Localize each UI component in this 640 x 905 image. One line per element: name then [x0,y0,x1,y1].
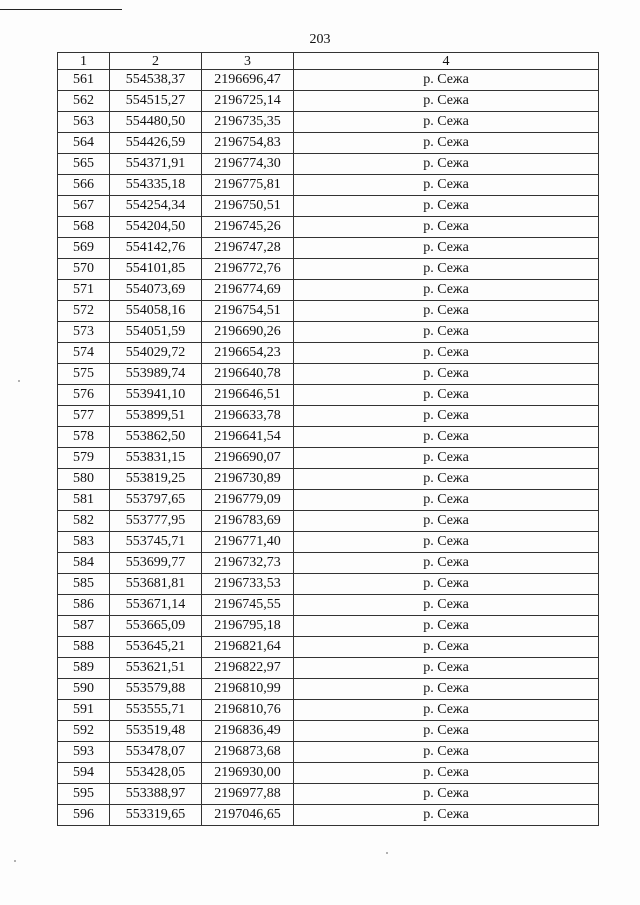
cell-description: р. Сежа [294,301,599,322]
table-row [58,469,599,490]
cell-point-number: 590 [58,679,110,700]
cell-coord-y: 2196730,89 [202,469,294,490]
cell-point-number: 596 [58,805,110,826]
cell-coord-x: 553989,74 [110,364,202,385]
cell-coord-x: 554515,27 [110,91,202,112]
cell-description: р. Сежа [294,595,599,616]
table-row [58,490,599,511]
cell-coord-x: 553745,71 [110,532,202,553]
table-row [58,511,599,532]
top-rule [0,9,122,10]
cell-coord-y: 2197046,65 [202,805,294,826]
cell-point-number: 586 [58,595,110,616]
cell-point-number: 566 [58,175,110,196]
cell-description: р. Сежа [294,217,599,238]
cell-coord-x: 553699,77 [110,553,202,574]
cell-description: р. Сежа [294,574,599,595]
cell-coord-x: 553777,95 [110,511,202,532]
cell-coord-x: 554335,18 [110,175,202,196]
table-row [58,637,599,658]
cell-coord-y: 2196754,83 [202,133,294,154]
table-row [58,553,599,574]
cell-description: р. Сежа [294,343,599,364]
table-row [58,343,599,364]
cell-description: р. Сежа [294,133,599,154]
cell-coord-y: 2196836,49 [202,721,294,742]
cell-point-number: 578 [58,427,110,448]
cell-point-number: 594 [58,763,110,784]
cell-point-number: 583 [58,532,110,553]
table-header-row [58,53,599,70]
cell-coord-x: 554142,76 [110,238,202,259]
table-row [58,196,599,217]
table-body [58,70,599,826]
cell-coord-y: 2196745,55 [202,595,294,616]
cell-coord-x: 553579,88 [110,679,202,700]
cell-description: р. Сежа [294,154,599,175]
table-row [58,679,599,700]
cell-point-number: 571 [58,280,110,301]
table-row [58,259,599,280]
page-number: 203 [309,32,331,47]
cell-coord-y: 2196772,76 [202,259,294,280]
cell-point-number: 572 [58,301,110,322]
cell-coord-y: 2196745,26 [202,217,294,238]
cell-coord-y: 2196641,54 [202,427,294,448]
cell-coord-x: 554051,59 [110,322,202,343]
table-row [58,238,599,259]
cell-point-number: 591 [58,700,110,721]
table-row [58,658,599,679]
cell-description: р. Сежа [294,553,599,574]
cell-coord-y: 2196747,28 [202,238,294,259]
table-row [58,406,599,427]
cell-description: р. Сежа [294,364,599,385]
cell-description: р. Сежа [294,490,599,511]
cell-coord-x: 554538,37 [110,70,202,91]
cell-description: р. Сежа [294,742,599,763]
cell-description: р. Сежа [294,385,599,406]
table-row [58,70,599,91]
cell-point-number: 593 [58,742,110,763]
cell-coord-y: 2196654,23 [202,343,294,364]
cell-coord-y: 2196774,30 [202,154,294,175]
cell-coord-y: 2196690,26 [202,322,294,343]
table-row [58,385,599,406]
table-row [58,112,599,133]
cell-point-number: 568 [58,217,110,238]
cell-coord-x: 553319,65 [110,805,202,826]
scan-speck [18,380,20,382]
cell-description: р. Сежа [294,406,599,427]
cell-coord-y: 2196696,47 [202,70,294,91]
cell-point-number: 567 [58,196,110,217]
table-row [58,427,599,448]
cell-point-number: 575 [58,364,110,385]
cell-description: р. Сежа [294,805,599,826]
cell-point-number: 573 [58,322,110,343]
table-row [58,616,599,637]
cell-coord-x: 553388,97 [110,784,202,805]
cell-coord-x: 553519,48 [110,721,202,742]
cell-description: р. Сежа [294,70,599,91]
cell-point-number: 563 [58,112,110,133]
cell-coord-y: 2196754,51 [202,301,294,322]
cell-description: р. Сежа [294,427,599,448]
cell-coord-y: 2196640,78 [202,364,294,385]
scan-speck [14,860,16,862]
scan-speck [386,852,388,854]
cell-point-number: 580 [58,469,110,490]
table-row [58,280,599,301]
cell-description: р. Сежа [294,91,599,112]
cell-point-number: 576 [58,385,110,406]
cell-coord-y: 2196646,51 [202,385,294,406]
cell-coord-x: 553478,07 [110,742,202,763]
cell-point-number: 592 [58,721,110,742]
table-row [58,784,599,805]
cell-description: р. Сежа [294,322,599,343]
cell-point-number: 584 [58,553,110,574]
cell-coord-y: 2196774,69 [202,280,294,301]
cell-point-number: 582 [58,511,110,532]
cell-coord-y: 2196810,76 [202,700,294,721]
cell-coord-x: 553899,51 [110,406,202,427]
cell-coord-x: 554371,91 [110,154,202,175]
cell-point-number: 564 [58,133,110,154]
cell-coord-x: 554073,69 [110,280,202,301]
cell-coord-y: 2196771,40 [202,532,294,553]
cell-coord-y: 2196977,88 [202,784,294,805]
cell-coord-x: 553555,71 [110,700,202,721]
cell-coord-x: 553665,09 [110,616,202,637]
column-header-1: 1 [58,53,110,70]
cell-point-number: 579 [58,448,110,469]
cell-description: р. Сежа [294,259,599,280]
cell-coord-x: 553819,25 [110,469,202,490]
table-row [58,700,599,721]
cell-description: р. Сежа [294,175,599,196]
cell-coord-x: 553671,14 [110,595,202,616]
cell-coord-x: 553428,05 [110,763,202,784]
cell-coord-x: 554426,59 [110,133,202,154]
table-row [58,763,599,784]
cell-coord-y: 2196795,18 [202,616,294,637]
table-row [58,175,599,196]
cell-description: р. Сежа [294,700,599,721]
cell-coord-x: 553862,50 [110,427,202,448]
cell-point-number: 562 [58,91,110,112]
cell-coord-y: 2196775,81 [202,175,294,196]
cell-description: р. Сежа [294,721,599,742]
cell-coord-y: 2196783,69 [202,511,294,532]
cell-point-number: 565 [58,154,110,175]
cell-coord-x: 554480,50 [110,112,202,133]
cell-coord-x: 553831,15 [110,448,202,469]
cell-coord-x: 554254,34 [110,196,202,217]
cell-coord-x: 554204,50 [110,217,202,238]
cell-coord-x: 554058,16 [110,301,202,322]
cell-coord-x: 554029,72 [110,343,202,364]
cell-point-number: 595 [58,784,110,805]
cell-description: р. Сежа [294,658,599,679]
table-row [58,322,599,343]
table-row [58,742,599,763]
table-row [58,91,599,112]
cell-coord-x: 553941,10 [110,385,202,406]
cell-point-number: 587 [58,616,110,637]
cell-point-number: 577 [58,406,110,427]
cell-point-number: 585 [58,574,110,595]
cell-coord-y: 2196733,53 [202,574,294,595]
cell-coord-x: 554101,85 [110,259,202,280]
table-row [58,364,599,385]
table-row [58,133,599,154]
table-row [58,532,599,553]
cell-description: р. Сежа [294,763,599,784]
cell-coord-y: 2196810,99 [202,679,294,700]
cell-description: р. Сежа [294,511,599,532]
cell-coord-y: 2196732,73 [202,553,294,574]
column-header-3: 3 [202,53,294,70]
column-header-4: 4 [294,53,599,70]
cell-coord-y: 2196735,35 [202,112,294,133]
cell-description: р. Сежа [294,637,599,658]
cell-coord-y: 2196725,14 [202,91,294,112]
cell-description: р. Сежа [294,469,599,490]
table-row [58,721,599,742]
cell-description: р. Сежа [294,679,599,700]
cell-coord-y: 2196873,68 [202,742,294,763]
cell-coord-x: 553797,65 [110,490,202,511]
cell-coord-y: 2196633,78 [202,406,294,427]
cell-description: р. Сежа [294,448,599,469]
cell-coord-x: 553621,51 [110,658,202,679]
cell-point-number: 589 [58,658,110,679]
column-header-2: 2 [110,53,202,70]
cell-description: р. Сежа [294,238,599,259]
table-row [58,574,599,595]
cell-coord-y: 2196779,09 [202,490,294,511]
cell-coord-y: 2196822,97 [202,658,294,679]
cell-description: р. Сежа [294,280,599,301]
table-row [58,805,599,826]
cell-point-number: 570 [58,259,110,280]
cell-description: р. Сежа [294,112,599,133]
cell-description: р. Сежа [294,784,599,805]
cell-description: р. Сежа [294,532,599,553]
cell-point-number: 574 [58,343,110,364]
cell-coord-x: 553681,81 [110,574,202,595]
table-row [58,154,599,175]
cell-point-number: 588 [58,637,110,658]
table-row [58,448,599,469]
coordinates-table [57,52,599,826]
cell-coord-y: 2196821,64 [202,637,294,658]
cell-coord-y: 2196690,07 [202,448,294,469]
cell-coord-y: 2196930,00 [202,763,294,784]
cell-point-number: 561 [58,70,110,91]
table-row [58,301,599,322]
cell-point-number: 569 [58,238,110,259]
cell-point-number: 581 [58,490,110,511]
cell-coord-y: 2196750,51 [202,196,294,217]
cell-coord-x: 553645,21 [110,637,202,658]
cell-description: р. Сежа [294,196,599,217]
cell-description: р. Сежа [294,616,599,637]
table-row [58,217,599,238]
table-row [58,595,599,616]
